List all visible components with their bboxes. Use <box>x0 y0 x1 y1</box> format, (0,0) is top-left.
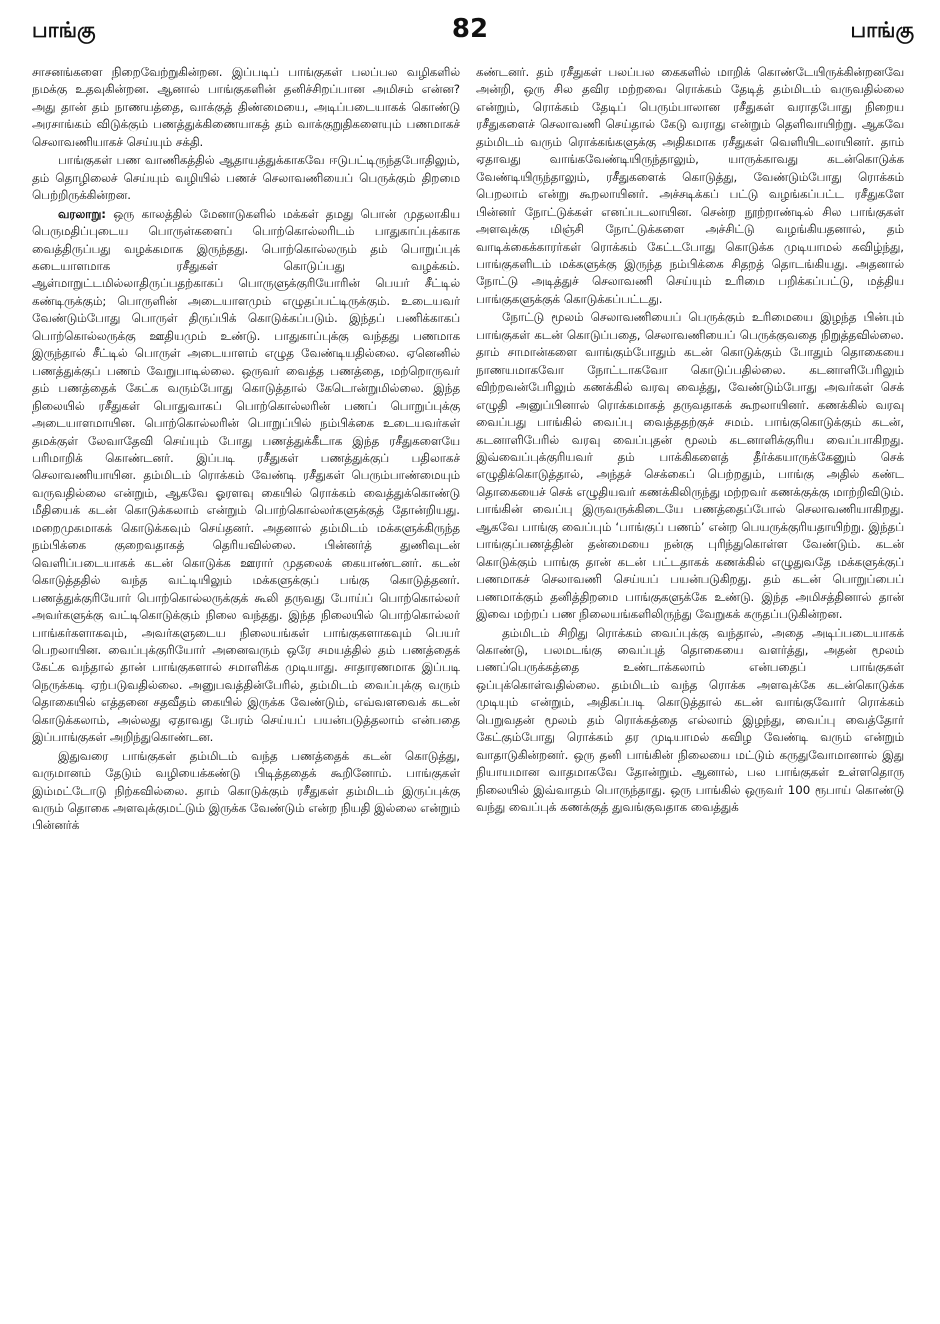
left-column <box>32 64 460 1314</box>
paragraph: சாசனங்களை நிறைவேற்றுகின்றன. இப்படிப் பாங்குகள் பலப்பல வழிகளில் நமக்கு உதவுகின்றன. ஆனால் பாங்குகளின் தனிச்சிறப்பான அமிசம் என்ன? அது தான் தம் நாணயத்தை, வாக்குத் திண்மையை, அடிப்படையாகக் கொண்டு அரசாங்கம் விடுக்கும் பணத்துக்கிணையாகத் தம் வாக்குறுதிகளையும் பணமாகச் செலாவணியாகச் செய்யும் சக்தி. <box>32 65 460 149</box>
paragraph: இதுவரை பாங்குகள் தம்மிடம் வந்த பணத்தைக் கடன் கொடுத்து, வருமானம் தேடும் வழியைக்கண்டு பிடித்ததைக் கூறினோம். பாங்குகள் இம்மட்டோடு நிற்கவில்லை. தாம் கொடுக்கும் ரசீதுகள் தம்மிடம் இருப்புக்கு வரும் தொகை அளவுக்குமட்டும் இருக்க வேண்டும் என்ற நியதி இல்லை என்றும் பின்னர்க் <box>32 748 460 833</box>
paragraph: பாங்குகள் பண வாணிகத்தில் ஆதாயத்துக்காகவே ஈடுபட்டிருந்தபோதிலும், தம் தொழிலைச் செய்யும் வழியில் பணச் செலாவணியைப் பெருக்கும் திறமை பெற்றிருக்கின்றன. <box>32 153 460 203</box>
running-head-left: பாங்கு <box>32 18 96 42</box>
paragraph: கண்டனர். தம் ரசீதுகள் பலப்பல கைகளில் மாறிக் கொண்டேயிருக்கின்றனவே அன்றி, ஒரு சில தவிர மற்றவை ரொக்கம் தேடித் தம்மிடம் வருவதில்லை என்றும், ரொக்கம் தேடிப் பெரும்பாலான ரசீதுகள் வராதபோது நிறைய ரசீதுகளைச் செலாவணி செய்தால் கேடு வராது என்றும் தெளிவாயிற்று. ஆகவே தம்மிடம் வரும் ரொக்கங்களுக்கு அதிகமாக ரசீதுகள் வெளியிடலாயினர். தாம் ஏதாவது வாங்கவேண்டியிருந்தாலும், யாருக்காவது கடன்கொடுக்க வேண்டியிருந்தாலும், ரசீதுகளைக் கொடுத்து, வேண்டும்போது ரொக்கம் பெறலாம் என்று கூறலாயினர். அச்சடிக்கப் பட்டு வழங்கப்பட்ட ரசீதுகளே பின்னர் நோட்டுக்கள் எனப்படலாயின. சென்ற நூற்றாண்டில் சில பாங்குகள் அளவுக்கு மிஞ்சி நோட்டுக்களை அச்சிட்டு வழங்கியதனால், தம் வாடிக்கைக்காரர்கள் ரொக்கம் கேட்டபோது கொடுக்க முடியாமல் கவிழ்ந்து, பாங்குகளிடம் மக்களுக்கு இருந்த நம்பிக்கை சிதறத் தொடங்கியது. அதனால் நோட்டு அடித்துச் செலாவணி செய்யும் உரிமை பறிக்கப்பட்டு, மத்திய பாங்குகளுக்குக் கொடுக்கப்பட்டது. <box>476 65 904 306</box>
right-column <box>476 64 904 1314</box>
page-number: 82 <box>451 14 489 44</box>
paragraph: நோட்டு மூலம் செலாவணியைப் பெருக்கும் உரிமையை இழந்த பின்பும் பாங்குகள் கடன் கொடுப்பதை, செலாவணியைப் பெருக்குவதை நிறுத்தவில்லை. தாம் சாமான்களை வாங்கும்போதும் கடன் கொடுக்கும் போதும் தொகையை நாணயமாகவோ நோட்டாகவோ கொடுப்பதில்லை. கடனாளிபேரிலும் விற்றவன்பேரிலும் கணக்கில் வரவு வைத்து, வேண்டும்போது அவர்கள் செக் எழுதி அனுப்பினால் ரொக்கமாகத் தருவதாகக் கூறலாயினர். கணக்கில் வரவு வைப்பது பாங்கில் வைப்பு வைத்ததற்குச் சமம். பாங்குகொடுக்கும் கடன், கடனாளிபேரில் வரவு வைப்புதன் மூலம் கடனாளிக்குரிய வைப்பாகிறது. இவ்வைப்புக்குரியவர் தம் பாக்கிகளைத் தீர்க்கயாருக்கேனும் செக் எழுதிக்கொடுத்தால், அந்தச் செக்கைப் பெற்றதும், பாங்கு அதில் கண்ட தொகையைச் செக் எழுதியவர் கணக்கிலிருந்து மற்றவர் கணக்குக்கு மாற்றிவிடும். பாங்கின் வைப்பு இருவருக்கிடையே பணத்தைப்போல் செலாவணியாகிறது. ஆகவே பாங்கு வைப்பும் ‘பாங்குப் பணம்’ என்ற பெயருக்குரியதாயிற்று. இந்தப் பாங்குப்பணத்தின் தன்மையை நன்கு புரிந்துகொள்ள வேண்டும். கடன் கொடுக்கும் பாங்கு தான் கடன் பட்டதாகக் கணக்கில் எழுதுவதே மக்களுக்குப் பணமாகச் செலாவணி செய்யப் பயன்படுகிறது. தம் கடன் பொறுப்பைப் பணமாக்கும் தனித்திறமை பாங்குகளுக்கே உண்டு. இந்த அமிசத்தினால் தான் இவை மற்றப் பண நிலையங்களிலிருந்து வேறுகக் கருதப்படுகின்றன. <box>476 310 904 622</box>
paragraph: தம்மிடம் சிறிது ரொக்கம் வைப்புக்கு வந்தால், அதை அடிப்படையாகக் கொண்டு, பலமடங்கு வைப்புத் தொகையை வளர்த்து, அதன் மூலம் பணப்பெருக்கத்தை உண்டாக்கலாம் என்பதைப் பாங்குகள் ஒப்புக்கொள்வதில்லை. தம்மிடம் வந்த ரொக்க அளவுக்கே கடன்கொடுக்க முடியும் என்றும், அதிகப்படி கொடுத்தால் கடன் வாங்குவோர் ரொக்கம் பெறுவதன் மூலம் தம் ரொக்கத்தை எல்லாம் இழந்து, வைப்பு வைத்தோர் கேட்கும்போது ரொக்கம் தர முடியாமல் கவிழ வேண்டி வரும் என்றும் வாதாடுகின்றனர். ஒரு தனி பாங்கின் நிலையை மட்டும் கருதுவோமானால் இது நியாயமான வாதமாகவே தோன்றும். ஆனால், பல பாங்குகள் உள்ளதொரு நிலையில் இவ்வாதம் பொருந்தாது. ஒரு பாங்கில் ஒருவர் 100 ரூபாய் கொண்டு வந்து வைப்புக் கணக்குத் துவங்குவதாக வைத்துக் <box>476 625 904 815</box>
section-heading: வரலாறு: <box>58 206 106 221</box>
paragraph-text: ஒரு காலத்தில் மேனாடுகளில் மக்கள் தமது பொன் முதலாகிய பெருமதிப்புடைய பொருள்களைப் பொற்கொல்லரிடம் பாதுகாப்புக்காக வைத்திருப்பது வழக்கமாக இருந்தது. பொற்கொல்லரும் தம் பொறுப்புக் கடையாளமாக ரசீதுகள் கொடுப்பது வழக்கம். ஆள்மாறுட்டமில்லாதிருப்பதற்காகப் பொருளுக்குரியோரின் பெயர் சீட்டில் கண்டிருக்கும்; பொருளின் அடையாளமும் எழுதப்பட்டிருக்கும். உடையவர் வேண்டும்போது பொருள் திருப்பிக் கொடுக்கப்படும். இந்தப் பணிக்காகப் பொற்கொல்லருக்கு ஊதியமும் உண்டு. பாதுகாப்புக்கு வந்தது பணமாக இருந்தால் சீட்டில் பொருள் அடையாளம் எழுத வேண்டியதில்லை. ஏனெனில் பணத்துக்குப் பணம் வேறுபாடில்லை. ஒருவர் வைத்த பணத்தை, மற்றொருவர் தம் பணத்தைக் கேட்க வரும்போது கொடுத்தால் கேடொன்றுமில்லை. இந்த நிலையில் ரசீதுகள் பொதுவாகப் பொற்கொல்லரின் பணப் பொறுப்புக்கு அடையாளமாயின. பொற்கொல்லரின் பொறுப்பில் நம்பிக்கை உடையவர்கள் தமக்குள் லேவாதேவி செய்யும் போது பணத்துக்கீடாக இந்த ரசீதுகளையே பரிமாறிக் கொண்டனர். இப்படி ரசீதுகள் பணத்துக்குப் பதிலாகச் செலாவணியாயின. தம்மிடம் ரொக்கம் வேண்டி ரசீதுகள் பெரும்பாண்மையும் வருவதில்லை என்றும், ஆகவே ஓரளவு கையில் ரொக்கம் வைத்துக்கொண்டு மீதியைக் கடன் கொடுக்கலாம் என்றும் பொற்கொல்லர்களுக்குத் தோன்றியது. மறைமுகமாகக் கொடுக்கவும் செய்தனர். அதனால் தம்மிடம் மக்களுக்கிருந்த நம்பிக்கை குறைவதாகத் தெரியவில்லை. பின்னர்த் துணிவுடன் வெளிப்படையாகக் கடன் கொடுக்க ஊரார் முதலைக் கையாண்டனர். கடன் கொடுத்ததில் வந்த வட்டியிலும் மக்களுக்குப் பங்கு கொடுத்தனர். பணத்துக்குரியோர் பொற்கொல்லருக்குக் கூலி தருவது போய்ப் பொற்கொல்லர் அவர்களுக்கு வட்டிகொடுக்கும் நிலை வந்தது. இந்த நிலையில் பொற்கொல்லர் பாங்கர்களாகவும், அவர்களுடைய நிலையங்கள் பாங்குகளாகவும் பெயர் பெறலாயின. வைப்புக்குரியோர் அனைவரும் ஒரே சமயத்தில் தம் பணத்தைக் கேட்க வந்தால் தான் பாங்குகளால் சமாளிக்க முடியாது. சாதாரணமாக இப்படி நெருக்கடி ஏற்படுவதில்லை. அனுபவத்தின்பேரில், தம்மிடம் வைப்புக்கு வரும் தொகையில் எத்தனை சதவீதம் கையில் இருக்க வேண்டும், எவ்வளவைக் கடன் கொடுக்கலாம், அல்லது ஏதாவது பேரம் செய்யப் பயன்படுத்தலாம் என்பதை இப்பாங்குகள் அறிந்துகொண்டன. <box>32 206 460 745</box>
paragraph <box>32 206 460 747</box>
running-head-right: பாங்கு <box>850 18 914 42</box>
